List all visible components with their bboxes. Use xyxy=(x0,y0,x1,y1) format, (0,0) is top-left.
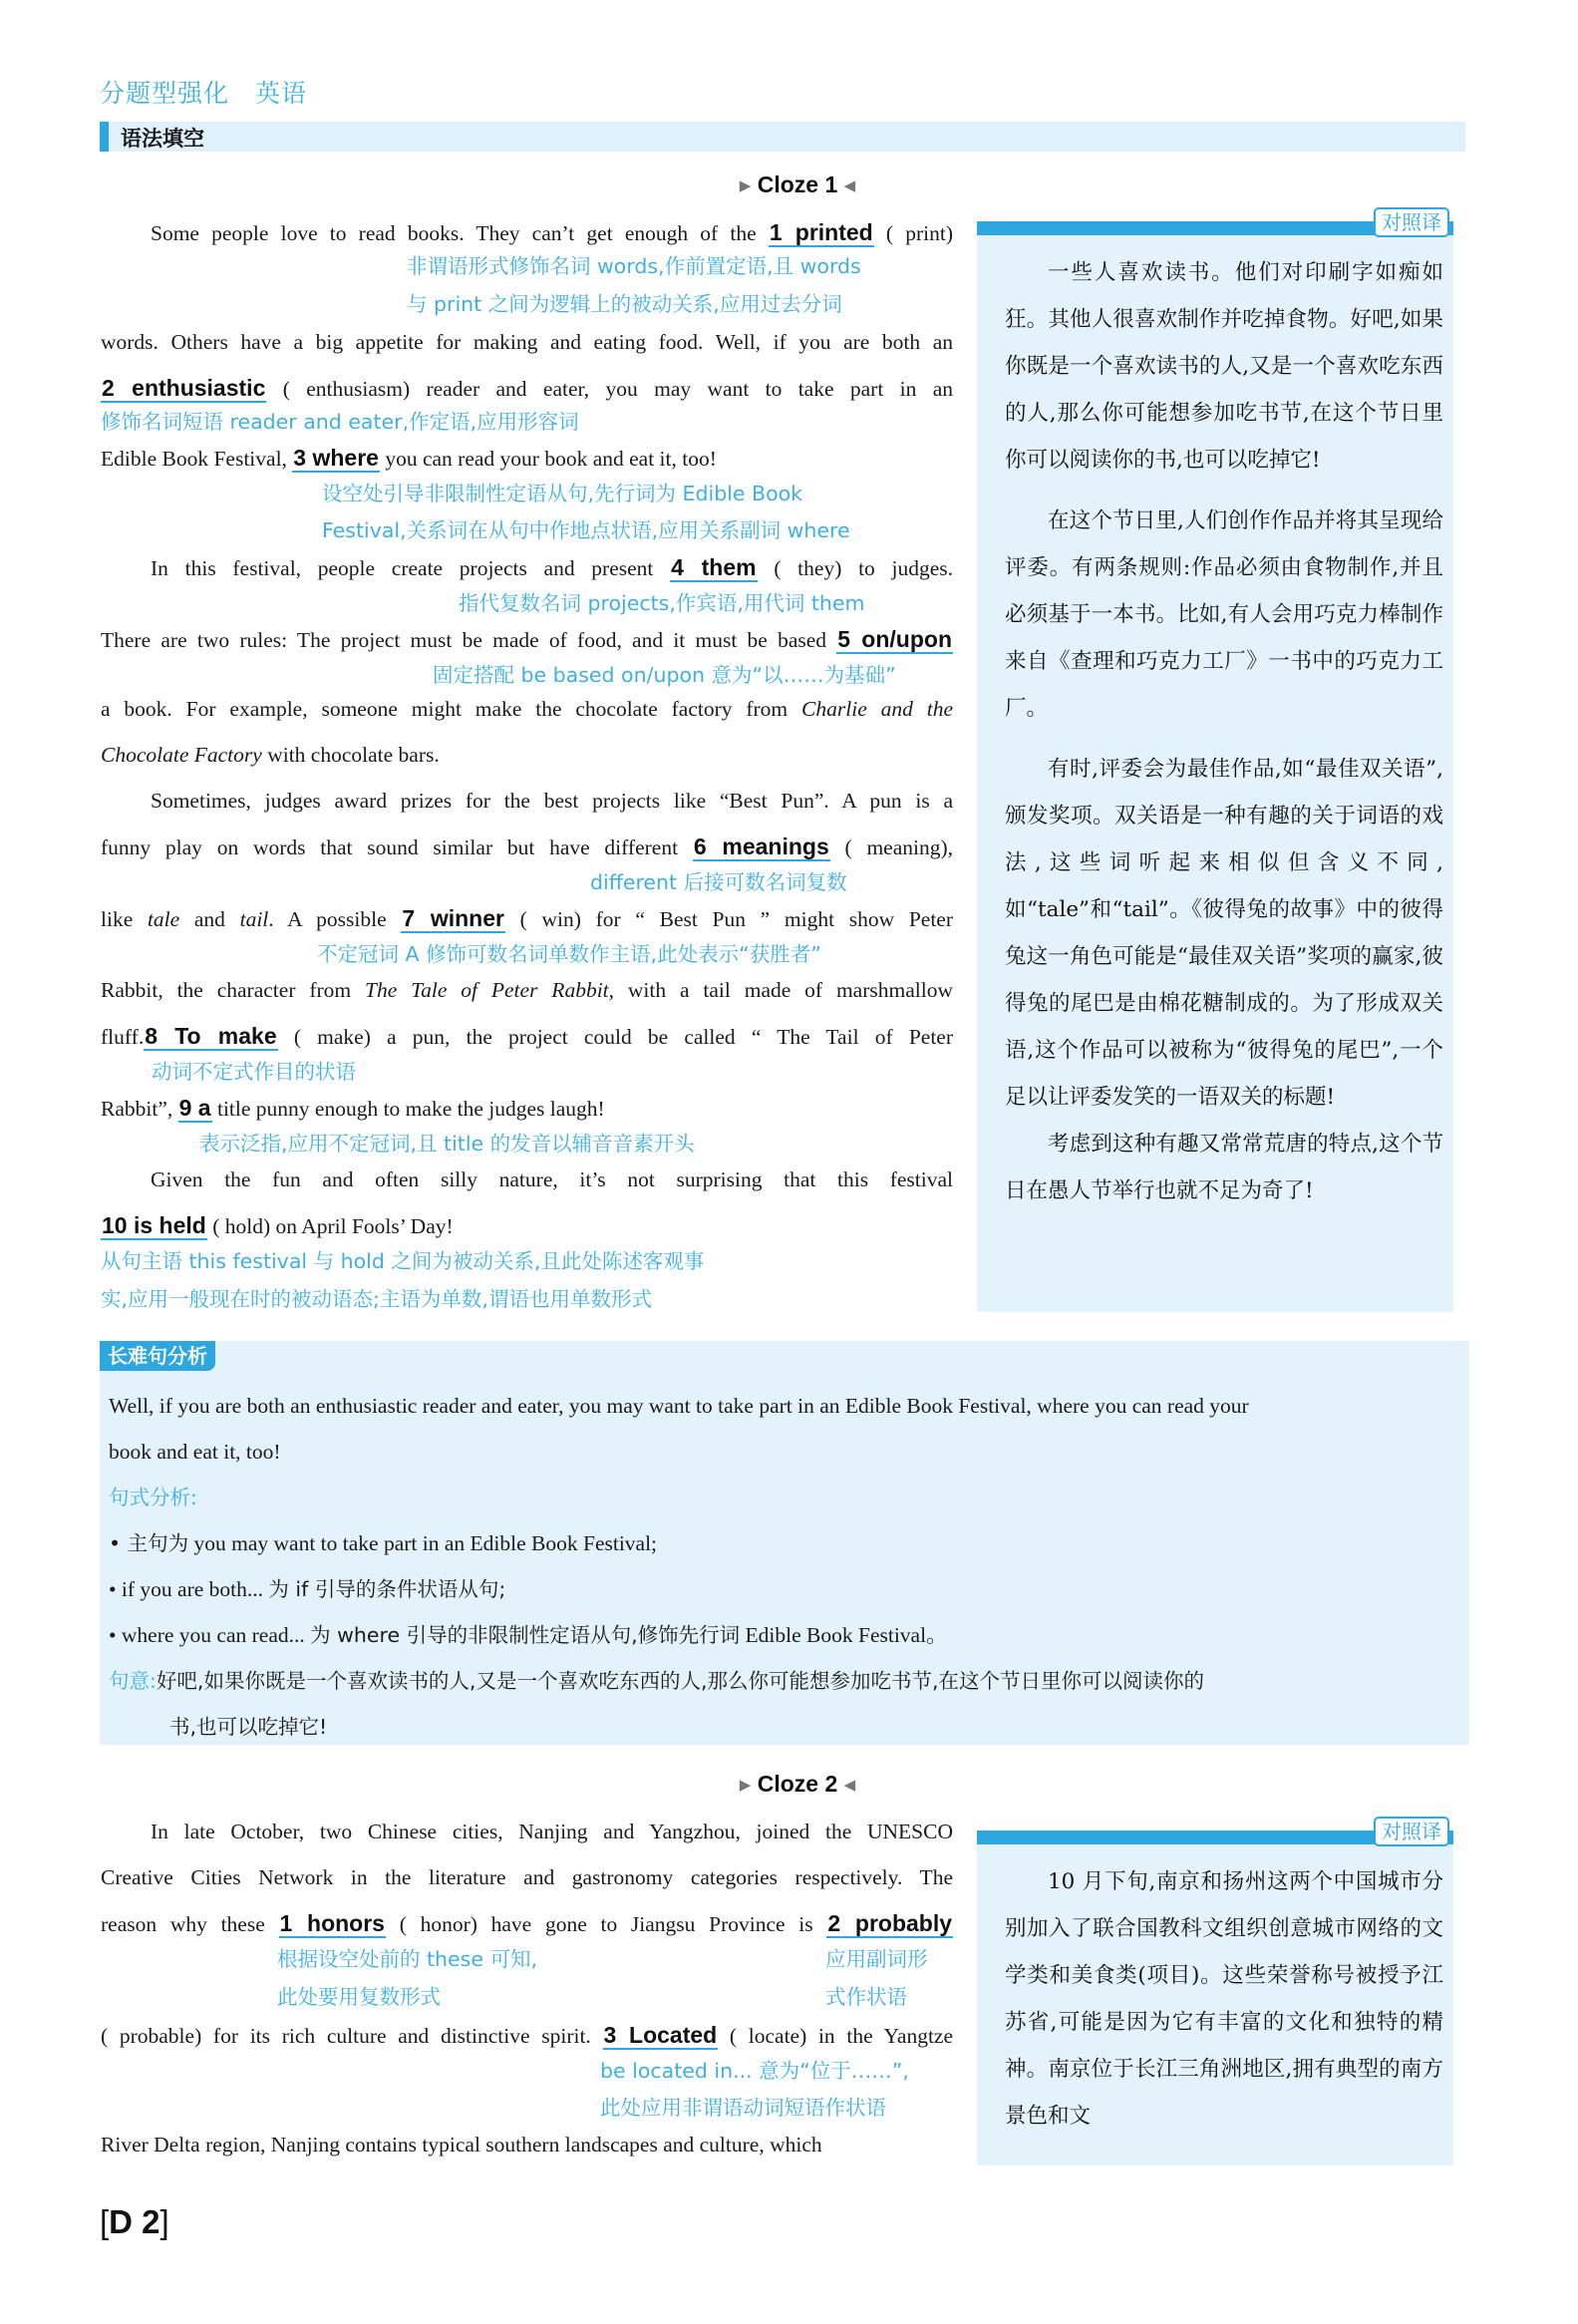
passage-line: There are two rules: The project must be made of food, and it must be based 5 on/upon xyxy=(101,626,952,652)
translation-tag: 对照译 xyxy=(1374,207,1449,237)
analysis-sentence: Well, if you are both an enthusiastic reader and eater, you may want to take part in an Edible Book Festival, where you can read your xyxy=(109,1394,1249,1418)
note-5: 固定搭配 be based on/upon 意为“以……为基础” xyxy=(433,663,896,687)
answer-2: 2 enthusiastic xyxy=(102,375,266,401)
triangle-left-icon: ◀ xyxy=(843,1777,856,1794)
header-title xyxy=(100,74,333,110)
passage-line: Rabbit, the character from The Tale of Peter Rabbit, with a tail made of marshmallow xyxy=(101,978,953,1002)
passage-line: reason why these 1 honors ( honor) have gone to Jiangsu Province is 2 probably xyxy=(101,1910,953,1936)
passage-line: fluff.8 To make ( make) a pun, the project could be called “ The Tail of Peter xyxy=(101,1023,953,1049)
answer-c2-2: 2 probably xyxy=(827,1910,953,1936)
answer-9: 9 a xyxy=(178,1095,211,1121)
note-3a: 设空处引导非限制性定语从句,先行词为 Edible Book xyxy=(322,482,803,505)
analysis-bullet: • 主句为 you may want to take part in an Edible Book Festival; xyxy=(109,1531,658,1555)
note-c2-3b: 此处应用非谓语动词短语作状语 xyxy=(600,2096,886,2120)
note-c2-1a: 根据设空处前的 these 可知, xyxy=(277,1947,537,1971)
note-7: 不定冠词 A 修饰可数名词单数作主语,此处表示“获胜者” xyxy=(317,942,821,966)
analysis-meaning: 句意:好吧,如果你既是一个喜欢读书的人,又是一个喜欢吃东西的人,那么你可能想参加吃书节,在这个节日里你可以阅读你的 xyxy=(109,1669,1204,1693)
note-c2-3a: be located in... 意为“位于……”, xyxy=(600,2059,909,2083)
passage-line: Rabbit”, 9 a title punny enough to make the judges laugh! xyxy=(101,1095,605,1121)
translation-text xyxy=(1005,1858,1443,2140)
triangle-right-icon: ▶ xyxy=(739,177,752,194)
section-title: 语法填空 xyxy=(121,127,204,151)
note-4: 指代复数名词 projects,作宾语,用代词 them xyxy=(459,591,865,615)
cloze1-title-text: Cloze 1 xyxy=(757,171,838,197)
note-9: 表示泛指,应用不定冠词,且 title 的发音以辅音音素开头 xyxy=(199,1132,695,1156)
passage-line: ( probable) for its rich culture and distinctive spirit. 3 Located ( locate) in the Yangtze xyxy=(101,2022,954,2048)
note-3b: Festival,关系词在从句中作地点状语,应用关系副词 where xyxy=(322,518,850,542)
answer-6: 6 meanings xyxy=(693,833,829,859)
cloze2-title-text: Cloze 2 xyxy=(757,1771,838,1797)
note-1b: 与 print 之间为逻辑上的被动关系,应用过去分词 xyxy=(407,292,842,316)
answer-1: 1 printed xyxy=(769,219,873,245)
passage-line: words. Others have a big appetite for making and eating food. Well, if you are both an xyxy=(101,330,953,354)
page-number: [D 2] xyxy=(100,2203,169,2240)
answer-3: 3 where xyxy=(293,445,379,471)
note-8: 动词不定式作目的状语 xyxy=(152,1060,356,1084)
note-c2-2b: 式作状语 xyxy=(825,1985,907,2009)
passage-line: Creative Cities Network in the literature and gastronomy categories respectively. The xyxy=(101,1865,953,1889)
answer-c2-3: 3 Located xyxy=(603,2022,718,2048)
passage-line: 2 enthusiastic ( enthusiasm) reader and eater, you may want to take part in an xyxy=(102,375,954,401)
passage-line: In late October, two Chinese cities, Nanjing and Yangzhou, joined the UNESCO xyxy=(151,1820,953,1843)
passage-line: Given the fun and often silly nature, it’s not surprising that this festival xyxy=(151,1167,953,1191)
analysis-tag: 长难句分析 xyxy=(100,1341,215,1371)
passage-line: funny play on words that sound similar but have different 6 meanings ( meaning), xyxy=(101,833,954,859)
passage-line: like tale and tail. A possible 7 winner ( win) for “ Best Pun ” might show Peter xyxy=(101,905,953,931)
translation-tag: 对照译 xyxy=(1374,1817,1449,1846)
structure-label: 句式分析: xyxy=(109,1486,197,1509)
answer-8: 8 To make xyxy=(145,1023,277,1049)
note-2: 修饰名词短语 reader and eater,作定语,应用形容词 xyxy=(101,410,579,434)
translation-paragraph: 一些人喜欢读书。他们对印刷字如痴如狂。其他人很喜欢制作并吃掉食物。好吧,如果你既是一个喜欢读书的人,又是一个喜欢吃东西的人,那么你可能想参加吃书节,在这个节日里你可以阅读你的书,也可以吃掉它! xyxy=(1005,260,1443,473)
passage-line: In this festival, people create projects and present 4 them ( they) to judges. xyxy=(151,554,954,580)
subject-name: 英语 xyxy=(255,79,308,108)
triangle-right-icon: ▶ xyxy=(739,1777,752,1794)
note-c2-1b: 此处要用复数形式 xyxy=(277,1985,441,2009)
passage-line: Edible Book Festival, 3 where you can read your book and eat it, too! xyxy=(101,445,717,471)
note-6: different 后接可数名词复数 xyxy=(590,870,847,894)
triangle-left-icon: ◀ xyxy=(843,177,856,194)
answer-7: 7 winner xyxy=(402,905,504,931)
passage-line: 10 is held ( hold) on April Fools’ Day! xyxy=(102,1212,454,1238)
cloze2-title xyxy=(598,1771,997,1798)
answer-c2-1: 1 honors xyxy=(279,1910,385,1936)
passage-line: Chocolate Factory with chocolate bars. xyxy=(101,743,440,767)
passage-line: Some people love to read books. They can’t get enough of the 1 printed ( print) xyxy=(151,219,954,245)
passage-line: a book. For example, someone might make the chocolate factory from Charlie and the xyxy=(101,697,954,721)
analysis-bullet: • where you can read... 为 where 引导的非限制性定语从句,修饰先行词 Edible Book Festival。 xyxy=(109,1623,948,1647)
answer-4: 4 them xyxy=(671,554,757,580)
analysis-sentence: book and eat it, too! xyxy=(109,1440,281,1464)
translation-paragraph: 10 月下旬,南京和扬州这两个中国城市分别加入了联合国教科文组织创意城市网络的文学类和美食类(项目)。这些荣誉称号被授予江苏省,可能是因为它有丰富的文化和独特的精神。南京位于长江三角洲地区,拥有典型的南方景色和文 xyxy=(1005,1869,1443,2129)
translation-text xyxy=(1005,249,1443,1214)
note-c2-2a: 应用副词形 xyxy=(825,1947,928,1971)
translation-paragraph: 在这个节日里,人们创作作品并将其呈现给评委。有两条规则:作品必须由食物制作,并且必须基于一本书。比如,有人会用巧克力棒制作来自《查理和巧克力工厂》一书中的巧克力工厂。 xyxy=(1005,508,1443,721)
passage-line: Sometimes, judges award prizes for the best projects like “Best Pun”. A pun is a xyxy=(151,789,953,813)
note-10b: 实,应用一般现在时的被动语态;主语为单数,谓语也用单数形式 xyxy=(101,1287,652,1311)
cloze1-title xyxy=(598,171,997,198)
series-name: 分题型强化 xyxy=(100,79,230,108)
translation-paragraph: 有时,评委会为最佳作品,如“最佳双关语”,颁发奖项。双关语是一种有趣的关于词语的戏法,这些词听起来相似但含义不同,如“tale”和“tail”。《彼得兔的故事》中的彼得兔这一角色可能是“最佳双关语”奖项的赢家,彼得兔的尾巴是由棉花糖制成的。为了形成双关语,这个作品可以被称为“彼得兔的尾巴”,一个足以让评委发笑的一语双关的标题! xyxy=(1005,757,1443,1110)
translation-paragraph: 考虑到这种有趣又常常荒唐的特点,这个节日在愚人节举行也就不足为奇了! xyxy=(1005,1132,1443,1203)
note-1a: 非谓语形式修饰名词 words,作前置定语,且 words xyxy=(407,254,861,278)
answer-10: 10 is held xyxy=(102,1212,206,1238)
analysis-meaning: 书,也可以吃掉它! xyxy=(169,1715,328,1739)
section-bar xyxy=(100,122,1465,152)
passage-line: River Delta region, Nanjing contains typical southern landscapes and culture, which xyxy=(101,2133,822,2157)
note-10a: 从句主语 this festival 与 hold 之间为被动关系,且此处陈述客观事 xyxy=(101,1249,705,1273)
analysis-bullet: • if you are both... 为 if 引导的条件状语从句; xyxy=(109,1577,506,1601)
answer-5: 5 on/upon xyxy=(837,626,952,652)
